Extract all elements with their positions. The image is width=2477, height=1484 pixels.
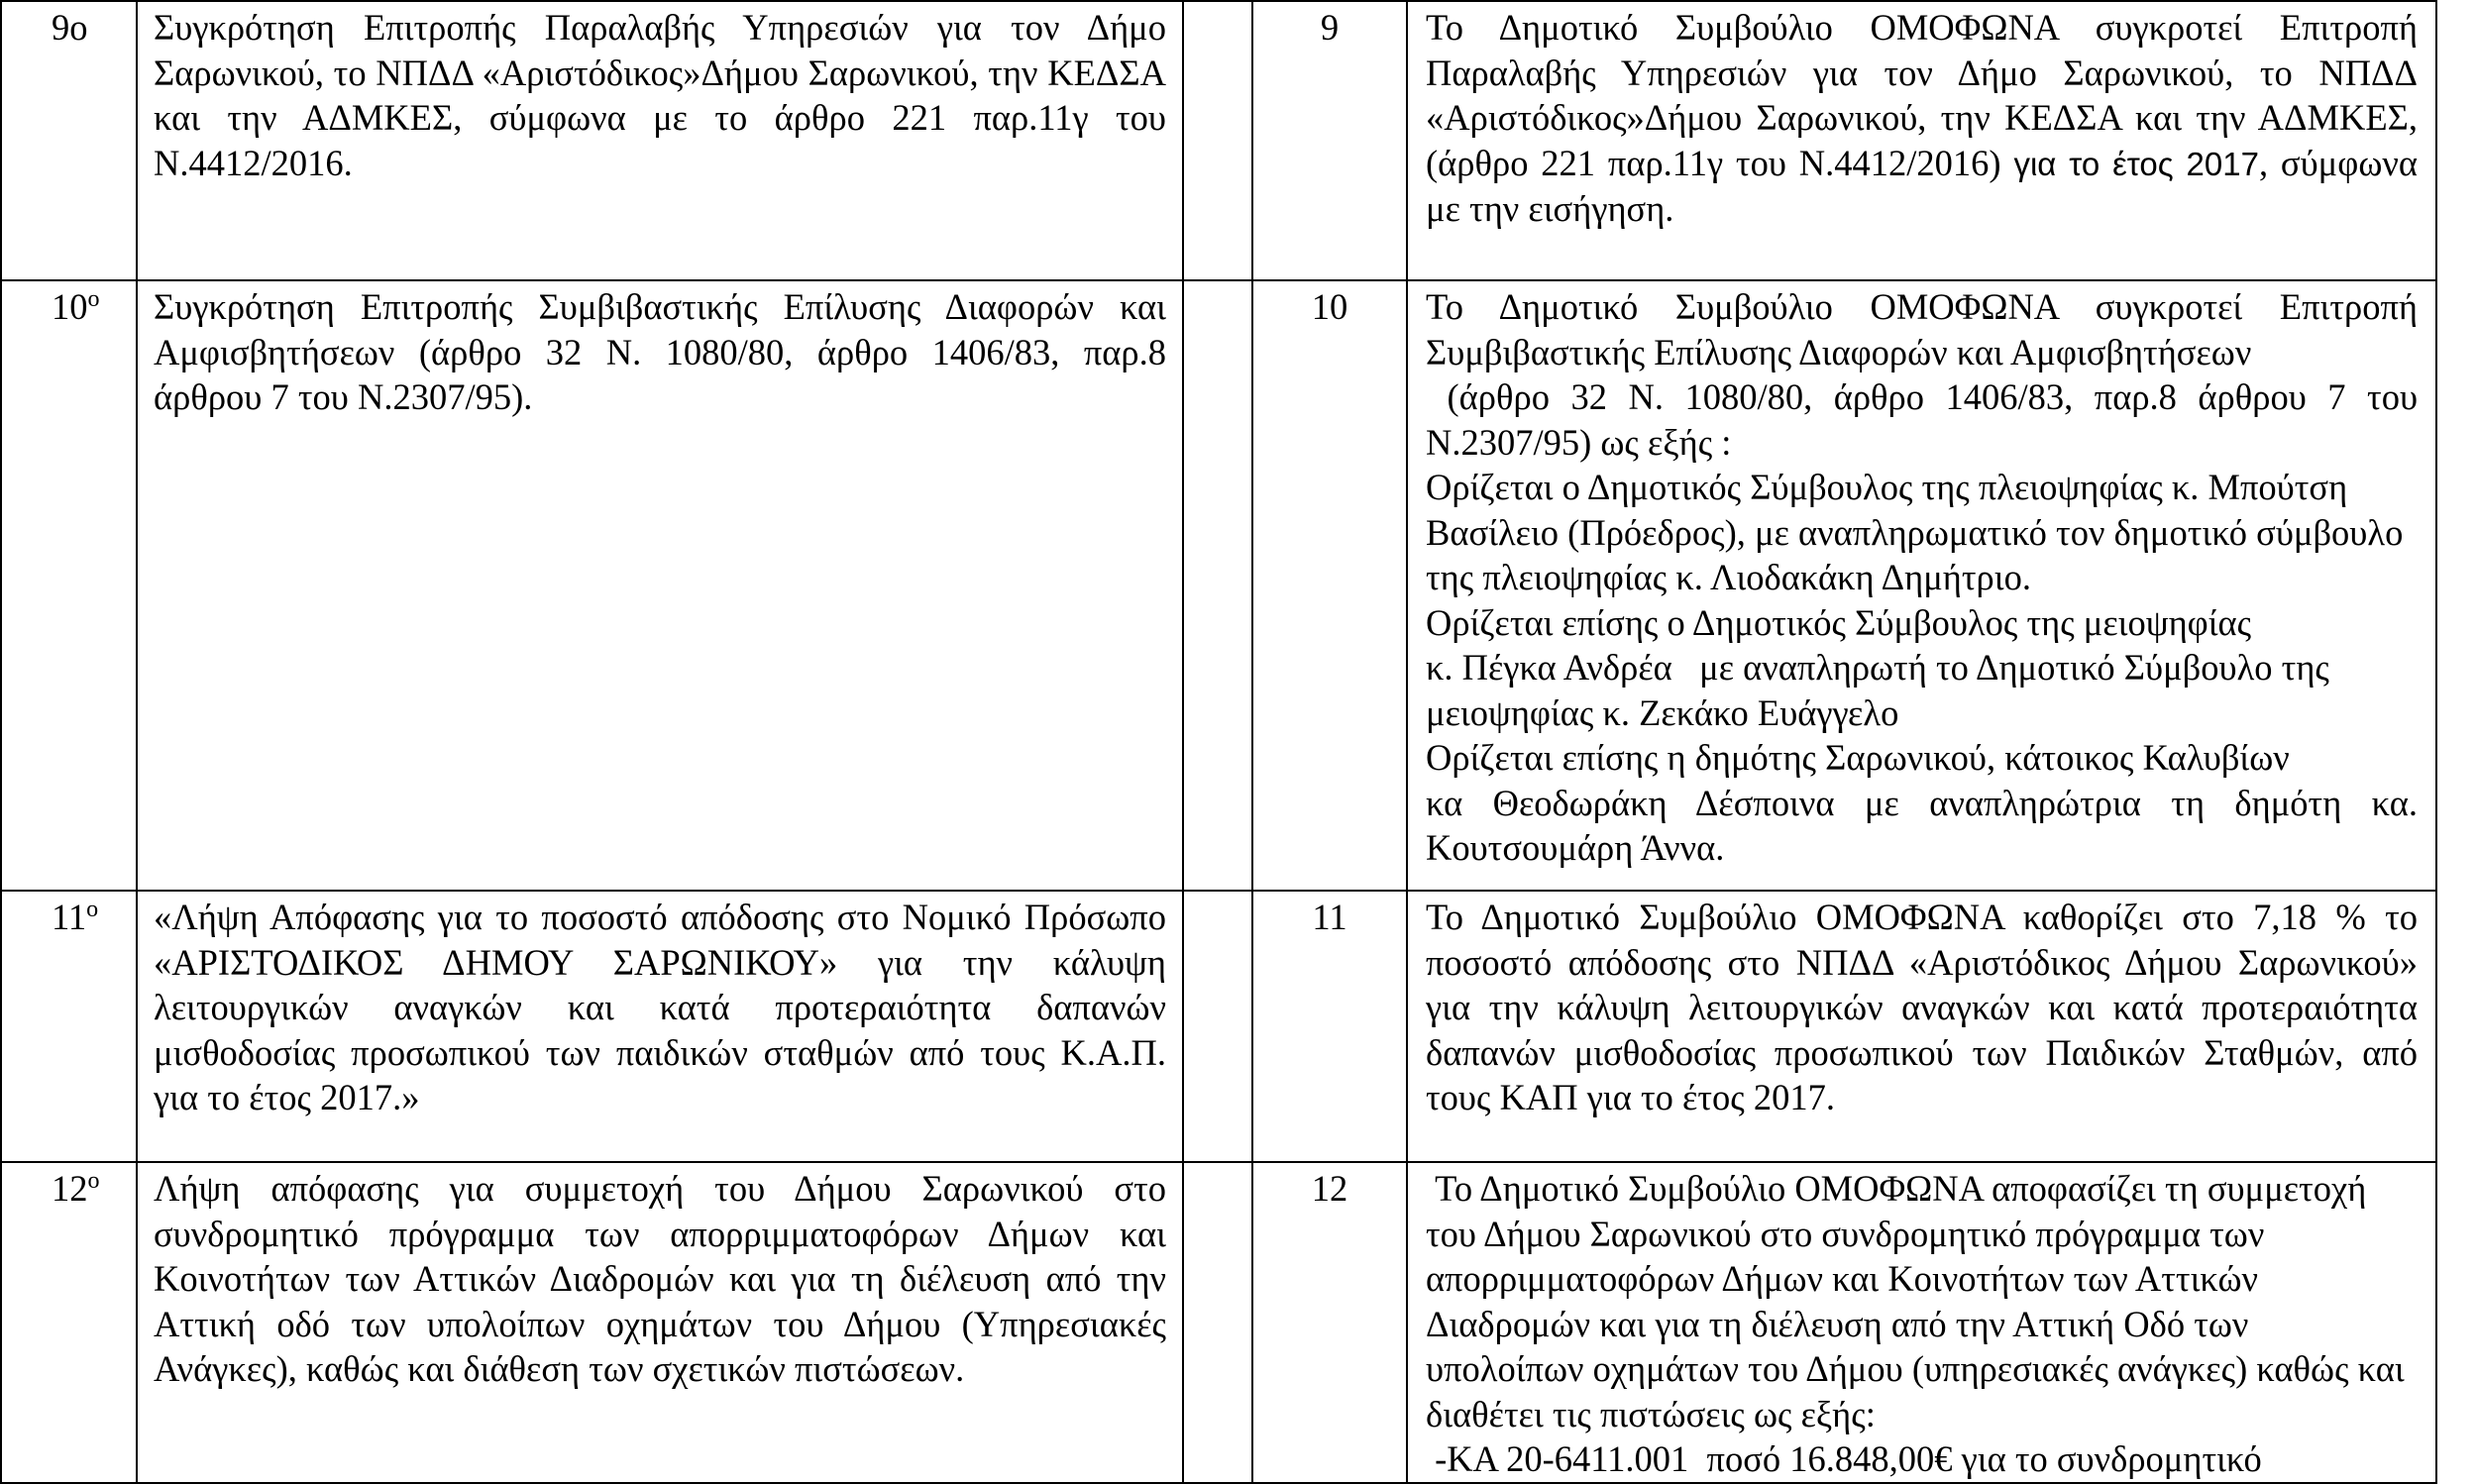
column-gap [1183,891,1252,1162]
decision-text [1407,891,2436,1162]
decision-line: απορριμματοφόρων Δήμων και Κοινοτήτων των Αττικών [1426,1258,2258,1299]
decision-line: κ. Πέγκα Ανδρέα με αναπληρωτή το Δημοτικό Σύμβουλο της [1426,647,2329,688]
item-number [1,891,137,1162]
decision-line: Ορίζεται ο Δημοτικός Σύμβουλος της πλειοψηφίας κ. Μπούτση [1426,467,2348,507]
decision-text-main: Το Δημοτικό Συμβούλιο ΟΜΟΦΩΝΑ συγκροτεί Επιτροπή Παραλαβής Υπηρεσιών για τον Δήμο Σαρωνικού, το ΝΠΔΔ «Αριστόδικος»Δήμου Σαρωνικού, την ΚΕΔΣΑ και την ΑΔΜΚΕΣ, (άρθρο 221 παρ.11γ του Ν.4412/2016) [1426,7,2418,183]
decision-text-year: για το έτος 2017 [2000,145,2259,182]
decision-text [1407,1162,2436,1483]
agenda-subject-text: Συγκρότηση Επιτροπής Συμβιβαστικής Επίλυσης Διαφορών και Αμφισβητήσεων (άρθρο 32 Ν. 1080/80, άρθρο 1406/83, παρ.8 άρθρου 7 του Ν.2307/95). [154,286,1166,417]
agenda-subject-text: «Λήψη Απόφασης για το ποσοστό απόδοσης στο Νομικό Πρόσωπο «ΑΡΙΣΤΟΔΙΚΟΣ ΔΗΜΟΥ ΣΑΡΩΝΙΚΟΥ» για την κάλυψη λειτουργικών αναγκών και κατά προτεραιότητα δαπανών μισθοδοσίας προσωπικού των παιδικών σταθμών από τους Κ.Α.Π. για το έτος 2017.» [154,897,1166,1117]
decision-number-text: 12 [1311,1168,1348,1209]
item-number-text: 10 [52,286,88,327]
agenda-subject [137,1162,1183,1483]
item-number-ordinal: ο [87,285,100,312]
decision-line: κα Θεοδωράκη Δέσποινα με αναπληρώτρια τη δημότη κα. [1426,782,2418,823]
item-number-text: 11 [52,897,87,937]
decision-number [1252,891,1407,1162]
decision-line: του Δήμου Σαρωνικού στο συνδρομητικό πρόγραμμα των [1426,1213,2265,1254]
decision-line: υπολοίπων οχημάτων του Δήμου (υπηρεσιακές ανάγκες) καθώς και [1426,1348,2405,1389]
item-number [1,1162,137,1483]
decision-line: Βασίλειο (Πρόεδρος), με αναπληρωματικό τον δημοτικό σύμβουλο [1426,511,2404,553]
decision-number-text: 9 [1320,7,1340,48]
item-number [1,280,137,891]
decision-line: (άρθρο 32 Ν. 1080/80, άρθρο 1406/83, παρ.8 άρθρου 7 του [1426,376,2419,417]
agenda-subject [137,280,1183,891]
column-gap [1183,280,1252,891]
decision-number [1252,1162,1407,1483]
column-gap [1183,1162,1252,1483]
table-row [1,891,2436,1162]
decision-line: Το Δημοτικό Συμβούλιο ΟΜΟΦΩΝΑ αποφασίζει τη συμμετοχή [1426,1168,2367,1209]
decision-text-end: , σύμφωνα με την εισήγηση. [1426,142,2418,229]
table-row [1,1162,2436,1483]
column-gap [1183,1,1252,280]
table-row [1,280,2436,891]
decision-text [1407,1,2436,280]
table-row [1,1,2436,280]
item-number-text: 9ο [52,7,88,48]
decision-text [1407,280,2436,891]
decision-number-text: 10 [1311,286,1348,327]
decision-line: Το Δημοτικό Συμβούλιο ΟΜΟΦΩΝΑ συγκροτεί Επιτροπή [1426,286,2418,327]
item-number-ordinal: ο [86,896,99,922]
decision-number-text: 11 [1312,897,1347,937]
agenda-subject [137,891,1183,1162]
decision-number [1252,280,1407,891]
decision-line: Ν.2307/95) ως εξής : [1426,421,1732,463]
decision-text-main: Το Δημοτικό Συμβούλιο ΟΜΟΦΩΝΑ καθορίζει στο 7,18 % το ποσοστό απόδοσης στο ΝΠΔΔ «Αριστόδικος Δήμου Σαρωνικού» για την κάλυψη λειτουργικών αναγκών και κατά προτεραιότητα δαπανών μισθοδοσίας προσωπικού των Παιδικών Σταθμών, από τους ΚΑΠ για το έτος 2017. [1426,897,2418,1117]
decision-line: Συμβιβαστικής Επίλυσης Διαφορών και Αμφισβητήσεων [1426,331,2252,372]
decision-line: Ορίζεται επίσης η δημότης Σαρωνικού, κάτοικος Καλυβίων [1426,737,2290,778]
decision-number [1252,1,1407,280]
item-number-text: 12 [52,1168,88,1209]
decision-line: -ΚΑ 20-6411.001 ποσό 16.848,00€ για το συνδρομητικό [1426,1438,2262,1479]
agenda-subject-text: Λήψη απόφασης για συμμετοχή του Δήμου Σαρωνικού στο συνδρομητικό πρόγραμμα των απορριμματοφόρων Δήμων και Κοινοτήτων των Αττικών Διαδρομών και για τη διέλευση από την Αττική οδό των υπολοίπων οχημάτων του Δήμου (Υπηρεσιακές Ανάγκες), καθώς και διάθεση των σχετικών πιστώσεων. [154,1168,1166,1389]
agenda-subject [137,1,1183,280]
decision-line: μειοψηφίας κ. Ζεκάκο Ευάγγελο [1426,691,1899,733]
decision-line: διαθέτει τις πιστώσεις ως εξής: [1426,1393,1876,1434]
decision-line: της πλειοψηφίας κ. Λιοδακάκη Δημήτριο. [1426,557,2031,597]
item-number [1,1,137,280]
item-number-ordinal: ο [87,1167,100,1194]
decision-line: Κουτσουμάρη Άννα. [1426,827,1725,868]
decision-line: Διαδρομών και για τη διέλευση από την Αττική Οδό των [1426,1303,2249,1344]
decision-line: Ορίζεται επίσης ο Δημοτικός Σύμβουλος της μειοψηφίας [1426,601,2252,643]
agenda-subject-text: Συγκρότηση Επιτροπής Παραλαβής Υπηρεσιών για τον Δήμο Σαρωνικού, το ΝΠΔΔ «Αριστόδικος»Δήμου Σαρωνικού, την ΚΕΔΣΑ και την ΑΔΜΚΕΣ, σύμφωνα με το άρθρο 221 παρ.11γ του Ν.4412/2016. [154,7,1166,183]
